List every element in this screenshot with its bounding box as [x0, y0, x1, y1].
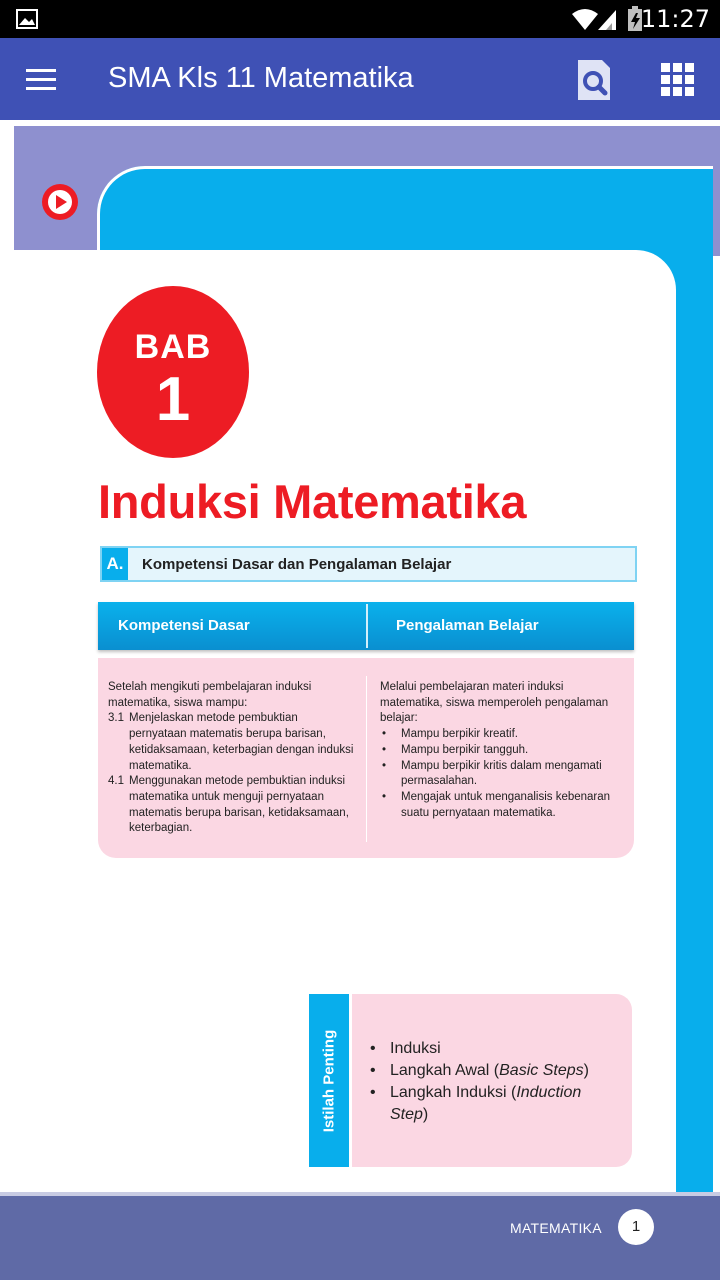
istilah-item: [368, 1060, 618, 1082]
pengalaman-item: [380, 759, 628, 790]
bullet: •: [370, 1084, 376, 1101]
istilah-item-term: Basic Steps: [499, 1062, 584, 1079]
pengalaman-item-text: Mampu berpikir kritis dalam mengamati permasalahan.: [401, 759, 602, 788]
istilah-item-text: Langkah Awal (: [390, 1062, 500, 1079]
istilah-item-text: Induksi: [390, 1040, 441, 1057]
footer-subject-label: MATEMATIKA: [510, 1220, 602, 1236]
clock: 11:27: [640, 5, 710, 33]
bullet: •: [370, 1040, 376, 1057]
istilah-item-term: Induction Step: [390, 1084, 582, 1123]
chapter-number: 1: [155, 365, 191, 434]
pengalaman-item-text: Mengajak untuk menganalisis kebenaran suatu pernyataan matematika.: [401, 790, 611, 819]
bullet: •: [370, 1062, 376, 1079]
search-document-icon[interactable]: [574, 58, 614, 102]
istilah-item-close: ): [422, 1106, 429, 1123]
bullet: •: [382, 759, 387, 772]
kompetensi-item-text: Menggunakan metode pembuktian induksi matematika untuk menguji pernyataan matematis berupa barisan, ketidaksamaan, keterbagian.: [129, 775, 349, 835]
kompetensi-item-number: 3.1: [108, 712, 124, 725]
chapter-badge-label: BAB: [134, 328, 212, 366]
pengalaman-item: [380, 743, 628, 759]
istilah-item-close: ): [583, 1062, 589, 1079]
page-number: 1: [618, 1209, 654, 1245]
kompetensi-intro: Setelah mengikuti pembelajaran induksi matematika, siswa mampu:: [108, 681, 312, 709]
bullet: •: [382, 790, 387, 803]
bullet: •: [382, 728, 387, 741]
bullet: •: [382, 743, 387, 756]
play-icon[interactable]: [40, 182, 80, 222]
wifi-signal-battery-icon: [570, 6, 652, 32]
istilah-penting-heading: Istilah Penting: [320, 1029, 338, 1132]
pengalaman-item-text: Mampu berpikir tangguh.: [401, 743, 529, 756]
status-bar: [0, 0, 720, 38]
istilah-list: [368, 1038, 618, 1126]
kompetensi-item-text: Menjelaskan metode pembuktian pernyataan matematis berupa barisan, ketidaksamaan, keterbagian dengan induksi matematika.: [129, 712, 354, 772]
app-bar: [0, 38, 720, 120]
header-kompetensi-dasar: Kompetensi Dasar: [118, 617, 250, 634]
app-title: SMA Kls 11 Matematika: [108, 62, 414, 94]
chapter-badge: [97, 286, 249, 458]
page-footer: [0, 1196, 720, 1280]
image-notification-icon: [16, 9, 38, 29]
istilah-item: [368, 1038, 618, 1060]
kompetensi-item: [108, 774, 358, 837]
kompetensi-dasar-column: [108, 680, 358, 837]
chapter-title: Induksi Matematika: [98, 475, 527, 528]
kompetensi-item-number: 4.1: [108, 775, 124, 788]
section-heading: [100, 546, 637, 582]
book-page-viewer[interactable]: [0, 126, 720, 1280]
header-pengalaman-belajar: Pengalaman Belajar: [396, 617, 539, 634]
kompetensi-item: [108, 711, 358, 774]
istilah-item-text: Langkah Induksi (: [390, 1084, 517, 1101]
competency-table-header: [98, 602, 634, 650]
istilah-item: [368, 1082, 618, 1126]
body-divider: [366, 676, 367, 842]
pengalaman-belajar-column: [380, 680, 628, 821]
pengalaman-item: [380, 790, 628, 821]
competency-table-body: [98, 658, 634, 858]
menu-icon[interactable]: [22, 64, 62, 96]
grid-icon[interactable]: [660, 62, 696, 98]
pengalaman-item: [380, 727, 628, 743]
header-divider: [366, 604, 368, 648]
pengalaman-intro: Melalui pembelajaran materi induksi matematika, siswa memperoleh pengalaman belajar:: [380, 681, 609, 725]
section-letter: A.: [102, 548, 128, 580]
istilah-penting-tab: [309, 994, 349, 1167]
section-label: Kompetensi Dasar dan Pengalaman Belajar: [142, 556, 452, 573]
page-left-margin: [0, 126, 14, 1196]
pengalaman-item-text: Mampu berpikir kreatif.: [401, 728, 518, 741]
istilah-penting-box: [352, 994, 632, 1167]
